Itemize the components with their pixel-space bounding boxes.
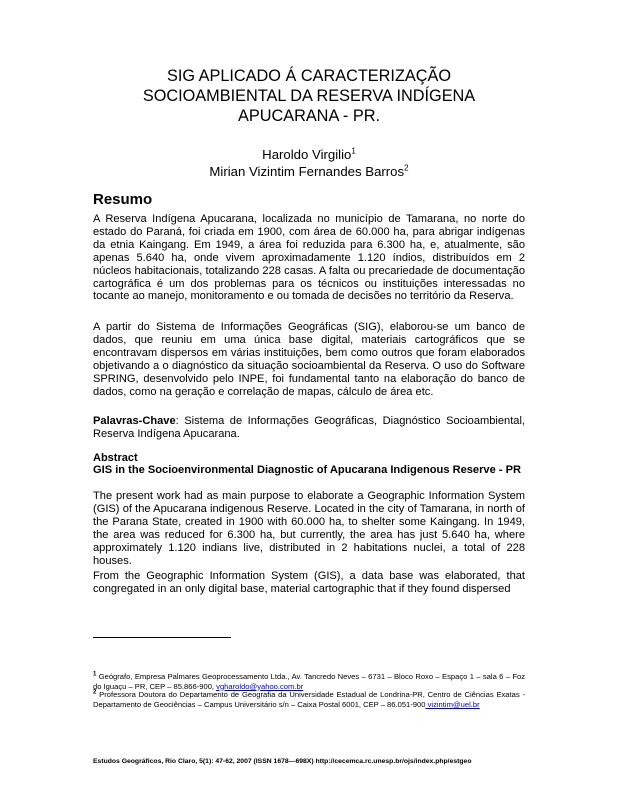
footnote-1 [93, 672, 525, 691]
abstract-paragraph: The present work had as main purpose to elaborate a Geographic Information System (GIS) of the Apucarana indigenous Reserve. Located in the city of Tamarana, in north of the Parana State, created in 1900 with 60.000 ha, to shelter some Kaingang. In 1949, the area was reduced for 6.300 ha, but currently, the area has just 5.640 ha, where approximately 1.120 indians live, distributed in 2 habitations nuclei, a total of 228 houses. [93, 490, 525, 567]
footnote-mark: 2 [93, 689, 97, 696]
footnote-text: Professora Doutora do Departamento de Geografia da Universidade Estadual de Londrina-PR, Centro de Ciências Exatas - Departamento de Geociências – Campus Universitário s/n – Caixa Postal 6001, CEP – 86.051-900 [93, 690, 525, 709]
journal-footer: Estudos Geográficos, Rio Claro, 5(1): 47-62, 2007 (ISSN 1678—698X) http://cecemca.rc.unesp.br/ojs/index.php/estgeo [93, 758, 472, 765]
resumo-heading: Resumo [93, 191, 153, 208]
author-name: Mirian Vizintim Fernandes Barros [209, 164, 405, 179]
email-link[interactable]: vizintim@uel.br [425, 699, 480, 709]
resumo-paragraph: A Reserva Indígena Apucarana, localizada no município de Tamarana, no norte do estado do Paraná, foi criada em 1900, com área de 60.000 ha, para abrigar indígenas da etnia Kaingang. Em 1949, a área foi reduzida para 6.300 ha, e, atualmente, são apenas 5.640 ha, onde vivem aproximadamente 1.120 índios, distribuídos em 2 núcleos habitacionais, totalizando 228 casas. A falta ou precariedade de documentação cartográfica é um dos problemas para os técnicos ou instituições interessadas no tocante ao manejo, monitoramento e ou tomada de decisões no território da Reserva. [93, 213, 525, 303]
author-name: Haroldo Virgilio [262, 147, 352, 162]
author-2 [80, 163, 538, 180]
footnote-text: Geógrafo, Empresa Palmares Geoprocessamento Ltda., Av. Tancredo Neves – 6731 – Bloco Roxo – Espaço 1 – sala 6 – Foz do Iguaçu – PR, CEP – 85.866-900, [93, 672, 525, 691]
footnote-divider [93, 637, 231, 638]
keywords [93, 415, 525, 441]
author-list [80, 146, 538, 180]
author-footnote-mark[interactable]: 2 [404, 163, 409, 173]
abstract-heading: Abstract [93, 452, 138, 464]
author-footnote-mark[interactable]: 1 [351, 146, 356, 156]
footnote-mark: 1 [93, 671, 97, 678]
footnote-2 [93, 690, 525, 709]
author-1 [80, 146, 538, 163]
paper-title [80, 66, 538, 126]
abstract-paragraph: From the Geographic Information System (GIS), a data base was elaborated, that congregated in an only digital base, material cartographic that if they found dispersed [93, 570, 525, 595]
abstract-subtitle: GIS in the Socioenvironmental Diagnostic of Apucarana Indigenous Reserve - PR [93, 464, 522, 476]
keywords-text: : Sistema de Informações Geográficas, Diagnóstico Socioambiental, Reserva Indígena Apucarana. [93, 415, 525, 440]
title-line-2: SOCIOAMBIENTAL DA RESERVA INDÍGENA [142, 87, 476, 105]
resumo-paragraph: A partir do Sistema de Informações Geográficas (SIG), elaborou-se um banco de dados, que reuniu em uma única base digital, materiais cartográficos que se encontravam dispersos em várias instituições, bem como outros que foram elaborados objetivando a o diagnóstico da situação socioambiental da Reserva. O uso do Software SPRING, desenvolvido pelo INPE, foi fundamental tanto na elaboração do banco de dados, como na geração e correlação de mapas, cálculo de área etc. [93, 321, 525, 398]
title-line-1: SIG APLICADO Á CARACTERIZAÇÃO [166, 67, 452, 85]
keywords-label: Palavras-Chave [93, 415, 176, 427]
title-line-3: APUCARANA - PR. [237, 107, 381, 125]
email-link[interactable]: vgharoldo@yahoo.com.br [216, 681, 304, 691]
